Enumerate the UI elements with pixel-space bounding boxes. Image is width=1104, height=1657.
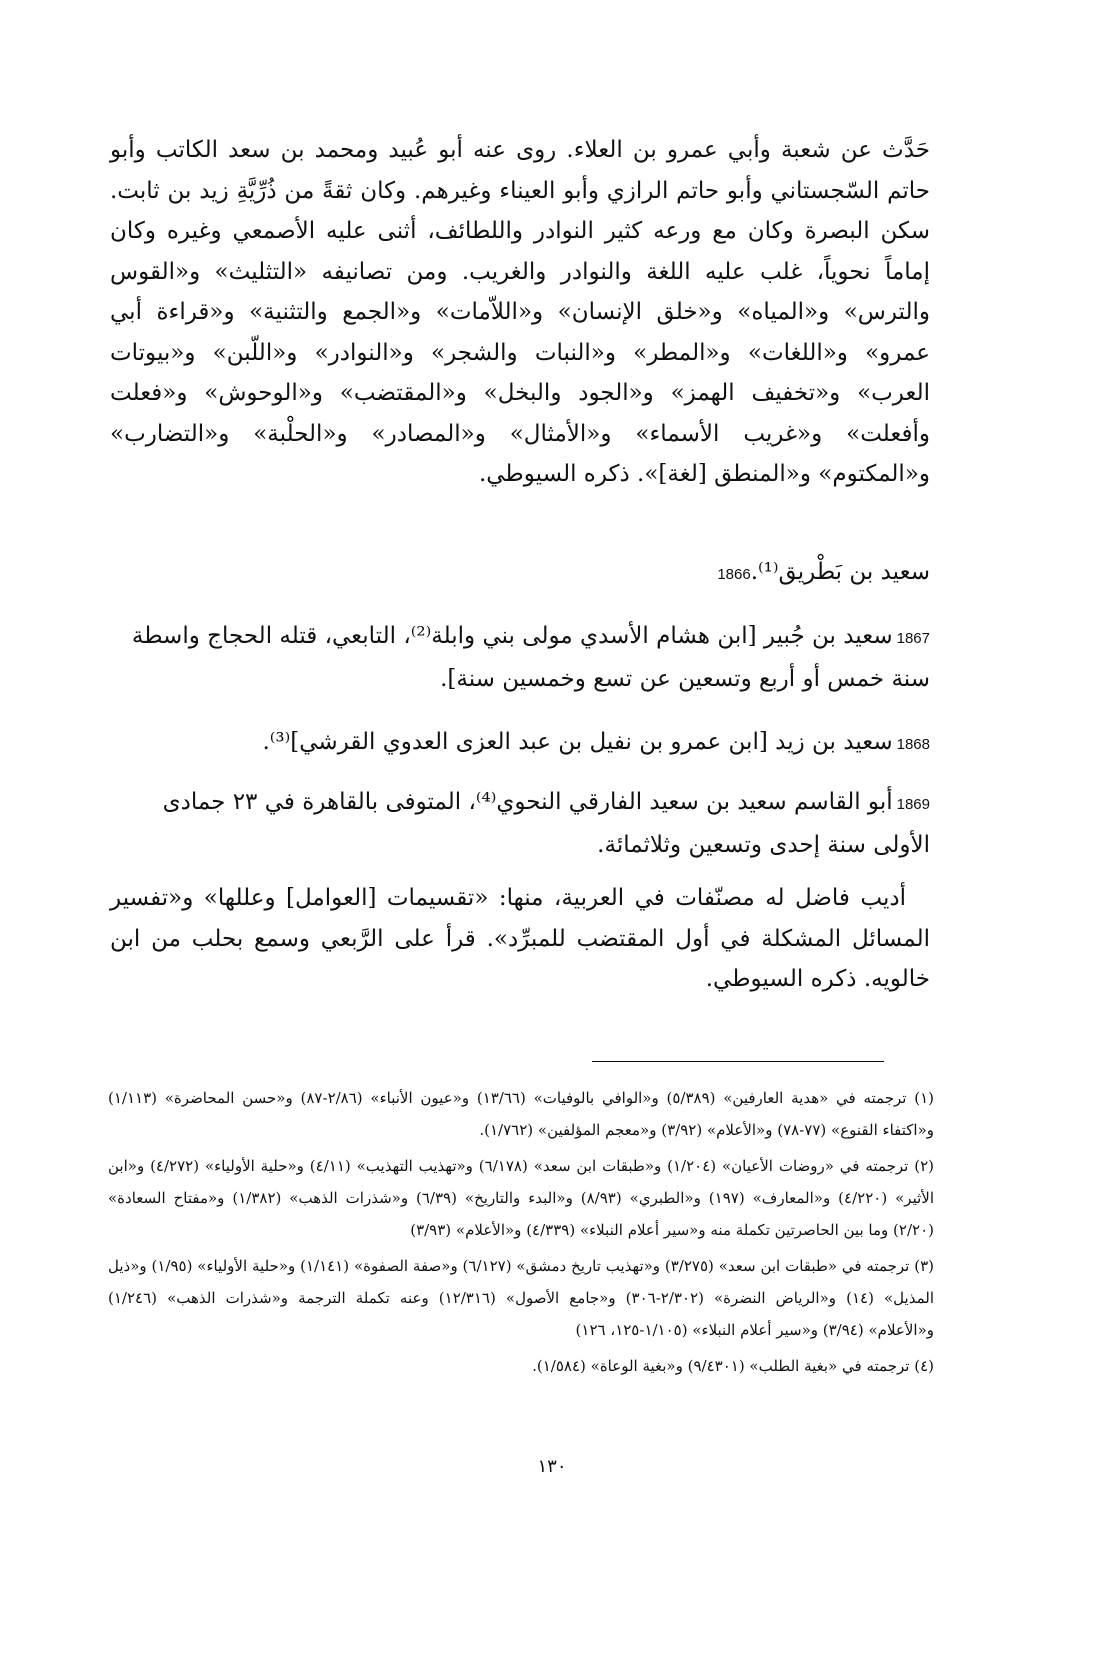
footnote-3: (٣) ترجمته في «طبقات ابن سعد» (٣/٢٧٥) و«تهذيب تاريخ دمشق» (٦/١٢٧) و«صفة الصفوة» (١/١٤١) و«حلية الأولياء» (١/٩٥) و«ذيل المذيل» (١٤) و«الرياض النضرة» (٢/٣٠٢-٣٠٦) و«جامع الأصول» (١٢/٣١٦) وعنه تكملة الترجمة و«شذرات الذهب» (١/٢٤٦) و«الأعلام» (٣/٩٤) و«سير أعلام النبلاء» (١/١٠٥-١٢٥، ١٢٦) [108,1257,934,1339]
entry-text: سعيد بن جُبير [ابن هشام الأسدي مولى بني وابلة⁽²⁾، التابعي، قتله الحجاج واسطة سنة خمس أو أربع وتسعين عن تسع وخمسين سنة]. [131,623,930,692]
entry-number: 1867 [896,630,930,647]
entry-number: 1866 [717,566,751,583]
entry-1868 [110,722,930,765]
entry-1869-description [110,878,930,1000]
footnote-1: (١) ترجمته في «هدية العارفين» (٥/٣٨٩) و«الوافي بالوفيات» (١٣/٦٦) و«عيون الأنباء» (٢/٨٦-٨٧) و«حسن المحاضرة» (١/١١٣) و«اكتفاء القنوع» (٧٧-٧٨) و«الأعلام» (٣/٩٢) و«معجم المؤلفين» (١/٧٦٢). [108,1089,934,1139]
footnotes [108,1082,934,1386]
footnote-2: (٢) ترجمته في «روضات الأعيان» (١/٢٠٤) و«طبقات ابن سعد» (٦/١٧٨) و«تهذيب التهذيب» (٤/١١) و«حلية الأولياء» (٤/٢٧٢) و«ابن الأثير» (٤/٢٢٠) و«المعارف» (١٩٧) و«الطبري» (٨/٩٣) و«البدء والتاريخ» (٦/٣٩) و«شذرات الذهب» (١/٣٨٢) و«مفتاح السعادة» (٢/٢٠) وما بين الحاصرتين تكملة منه و«سير أعلام النبلاء» (٤/٣٣٩) و«الأعلام» (٣/٩٣) [108,1157,934,1239]
entry-number: 1869 [896,796,930,813]
intro-paragraph [110,130,930,495]
entry-text: سعيد بن بَطْريق⁽¹⁾. [750,559,930,585]
intro-text: حَدَّث عن شعبة وأبي عمرو بن العلاء. روى عنه أبو عُبيد ومحمد بن سعد الكاتب وأبو حاتم السّجستاني وأبو حاتم الرازي وأبو العيناء وغيرهم. وكان ثقةً من ذُرِّيَّةِ زيد بن ثابت. سكن البصرة وكان مع ورعه كثير النوادر واللطائف، أثنى عليه الأصمعي وغيره وكان إماماً نحوياً، غلب عليه اللغة والنوادر والغريب. ومن تصانيفه «التثليث» و«القوس والترس» و«المياه» و«خلق الإنسان» و«اللاّمات» و«الجمع والتثنية» و«قراءة أبي عمرو» و«اللغات» و«المطر» و«النبات والشجر» و«النوادر» و«اللّبن» و«بيوتات العرب» و«تخفيف الهمز» و«الجود والبخل» و«المقتضب» و«الوحوش» و«فعلت وأفعلت» و«غريب الأسماء» و«الأمثال» و«المصادر» و«الحلْبة» و«التضارب» و«المكتوم» و«المنطق [لغة]». ذكره السيوطي. [110,137,930,487]
page-number: ١٣٠ [537,1456,567,1477]
entry-text: سعيد بن زيد [ابن عمرو بن نفيل بن عبد العزى العدوي القرشي]⁽³⁾. [262,729,893,755]
entry-number: 1868 [896,736,930,753]
entry-description-text: أديب فاضل له مصنّفات في العربية، منها: «تقسيمات [العوامل] وعللها» و«تفسير المسائل المشكلة في أول المقتضب للمبرِّد». قرأ على الرَّبعي وسمع بحلب من ابن خالويه. ذكره السيوطي. [110,885,930,992]
footnote-separator [592,1061,884,1062]
entry-1869 [110,782,930,865]
entry-1867 [110,616,930,699]
footnote-4: (٤) ترجمته في «بغية الطلب» (٩/٤٣٠١) و«بغية الوعاة» (١/٥٨٤). [532,1357,934,1375]
entry-text: أبو القاسم سعيد بن سعيد الفارقي النحوي⁽⁴⁾، المتوفى بالقاهرة في ٢٣ جمادى الأولى سنة إحدى وتسعين وثلاثمائة. [162,789,930,858]
entry-1866 [110,552,930,595]
